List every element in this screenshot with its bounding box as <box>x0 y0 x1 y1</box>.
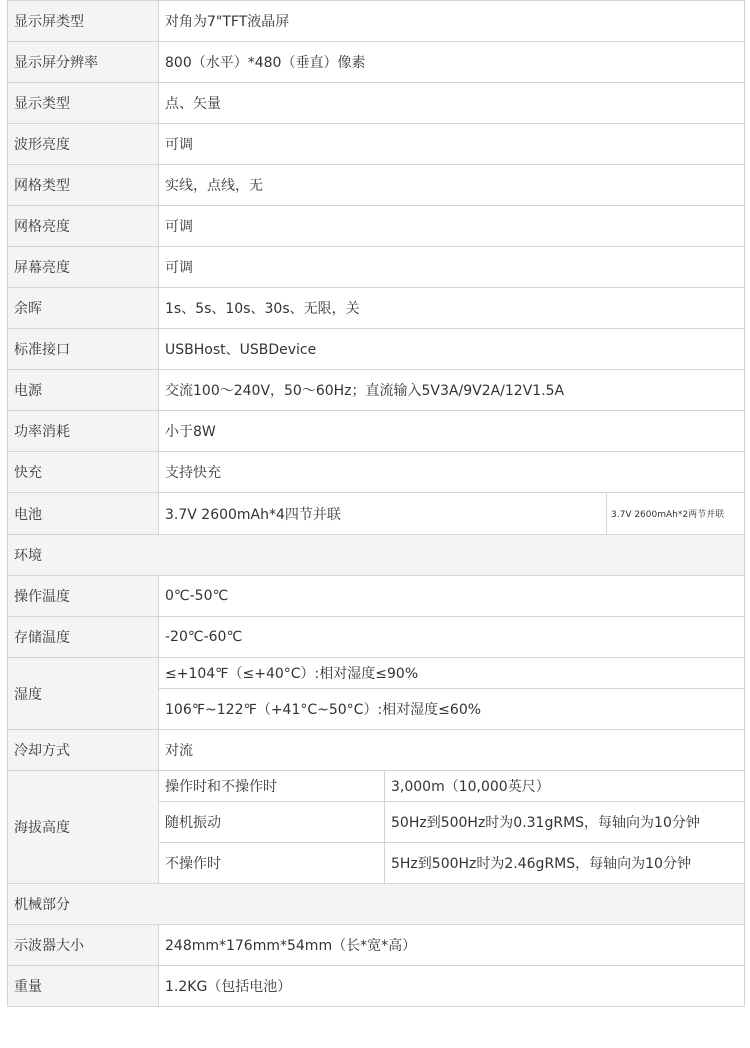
spec-value: 可调 <box>159 247 745 288</box>
spec-label: 余晖 <box>8 288 159 329</box>
spec-value: 可调 <box>159 124 745 165</box>
spec-value: 5Hz到500Hz时为2.46gRMS，每轴向为10分钟 <box>385 843 745 884</box>
spec-row-fast-charge <box>8 452 745 493</box>
spec-label: 网格类型 <box>8 165 159 206</box>
spec-label: 操作温度 <box>8 576 159 617</box>
spec-label: 电源 <box>8 370 159 411</box>
spec-label: 湿度 <box>8 658 159 730</box>
spec-table <box>7 0 745 1007</box>
spec-value: 0℃-50℃ <box>159 576 745 617</box>
spec-label: 网格亮度 <box>8 206 159 247</box>
spec-row-size <box>8 925 745 966</box>
spec-row-humidity <box>8 658 745 689</box>
spec-row-display-mode <box>8 83 745 124</box>
spec-value: 1s、5s、10s、30s、无限，关 <box>159 288 745 329</box>
spec-row-power-consumption <box>8 411 745 452</box>
spec-row-grid-brightness <box>8 206 745 247</box>
spec-row-weight <box>8 966 745 1007</box>
spec-label: 显示屏分辨率 <box>8 42 159 83</box>
spec-label: 屏幕亮度 <box>8 247 159 288</box>
spec-label: 电池 <box>8 493 159 535</box>
spec-value: 小于8W <box>159 411 745 452</box>
spec-value: 交流100～240V，50～60Hz；直流输入5V3A/9V2A/12V1.5A <box>159 370 745 411</box>
spec-value: 800（水平）*480（垂直）像素 <box>159 42 745 83</box>
spec-label: 显示类型 <box>8 83 159 124</box>
section-row-environment <box>8 535 745 576</box>
spec-sub-label: 不操作时 <box>159 843 385 884</box>
spec-row-waveform-brightness <box>8 124 745 165</box>
spec-label: 海拔高度 <box>8 771 159 884</box>
spec-value: 248mm*176mm*54mm（长*宽*高） <box>159 925 745 966</box>
spec-value: 对角为7"TFT液晶屏 <box>159 1 745 42</box>
spec-row-operating-temp <box>8 576 745 617</box>
spec-sub-label: 操作时和不操作时 <box>159 771 385 802</box>
spec-label: 存储温度 <box>8 617 159 658</box>
spec-row-cooling <box>8 730 745 771</box>
spec-row-resolution <box>8 42 745 83</box>
spec-value: 3.7V 2600mAh*4四节并联 <box>159 493 607 535</box>
spec-label: 显示屏类型 <box>8 1 159 42</box>
spec-value: 50Hz到500Hz时为0.31gRMS，每轴向为10分钟 <box>385 802 745 843</box>
spec-value: 106℉~122℉（+41°C~50°C）:相对湿度≤60% <box>159 689 745 730</box>
spec-row-display-type <box>8 1 745 42</box>
spec-value: 点、矢量 <box>159 83 745 124</box>
battery-note: 3.7V 2600mAh*2两节并联 <box>607 493 745 535</box>
spec-row-battery <box>8 493 745 535</box>
spec-label: 重量 <box>8 966 159 1007</box>
spec-value: 实线，点线，无 <box>159 165 745 206</box>
spec-row-grid-type <box>8 165 745 206</box>
spec-label: 冷却方式 <box>8 730 159 771</box>
spec-label: 功率消耗 <box>8 411 159 452</box>
spec-value: -20℃-60℃ <box>159 617 745 658</box>
spec-value: 1.2KG（包括电池） <box>159 966 745 1007</box>
spec-label: 示波器大小 <box>8 925 159 966</box>
section-row-mechanical <box>8 884 745 925</box>
spec-value: 3,000m（10,000英尺） <box>385 771 745 802</box>
spec-label: 快充 <box>8 452 159 493</box>
spec-row-persistence <box>8 288 745 329</box>
spec-row-storage-temp <box>8 617 745 658</box>
spec-row-altitude <box>8 771 745 802</box>
spec-label: 波形亮度 <box>8 124 159 165</box>
spec-sub-label: 随机振动 <box>159 802 385 843</box>
section-heading: 机械部分 <box>8 884 745 925</box>
spec-row-interface <box>8 329 745 370</box>
spec-row-power <box>8 370 745 411</box>
spec-value: 支持快充 <box>159 452 745 493</box>
spec-value: 可调 <box>159 206 745 247</box>
spec-value: ≤+104℉（≤+40°C）:相对湿度≤90% <box>159 658 745 689</box>
spec-value: USBHost、USBDevice <box>159 329 745 370</box>
spec-value: 对流 <box>159 730 745 771</box>
spec-label: 标准接口 <box>8 329 159 370</box>
section-heading: 环境 <box>8 535 745 576</box>
spec-row-screen-brightness <box>8 247 745 288</box>
